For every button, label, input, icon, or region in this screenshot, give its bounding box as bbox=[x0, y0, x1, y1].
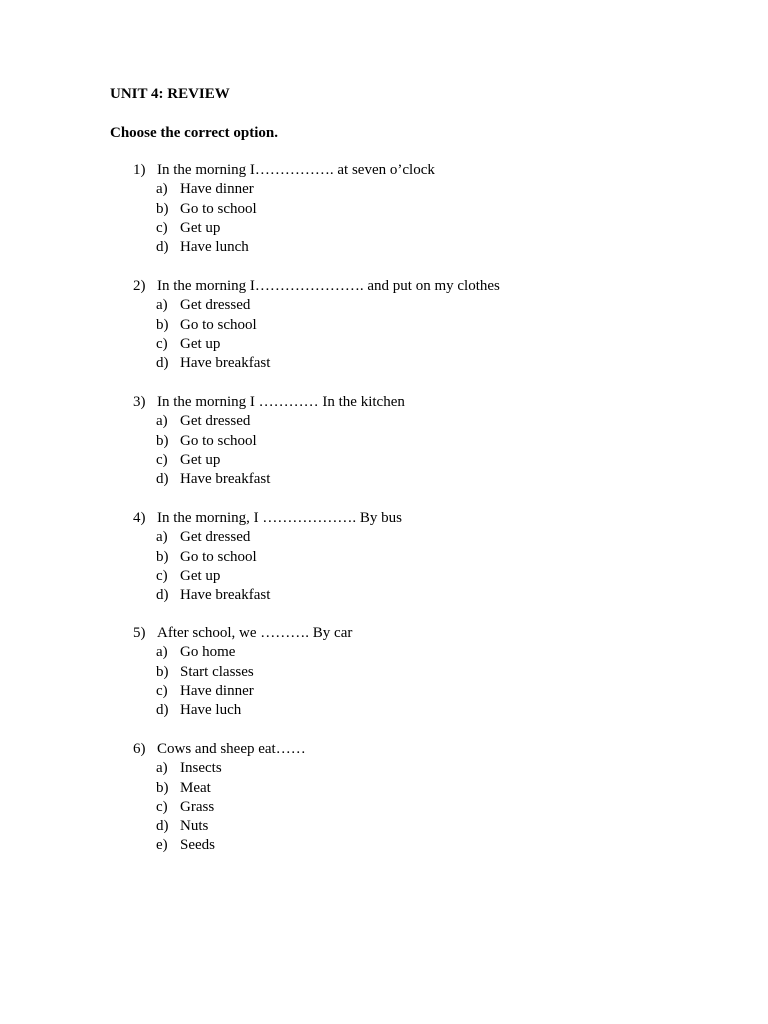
option-item bbox=[0, 219, 768, 238]
question-3 bbox=[0, 393, 768, 489]
option-letter: c) bbox=[156, 567, 168, 584]
question-6 bbox=[0, 740, 768, 856]
option-letter: b) bbox=[156, 200, 169, 217]
option-item bbox=[0, 200, 768, 219]
question-number: 1) bbox=[133, 162, 146, 178]
option-item bbox=[0, 528, 768, 547]
option-letter: c) bbox=[156, 682, 168, 699]
option-text: Get dressed bbox=[180, 297, 251, 314]
option-text: Have luch bbox=[180, 702, 242, 719]
option-text: Go to school bbox=[180, 432, 257, 449]
option-letter: b) bbox=[156, 663, 169, 680]
option-text: Start classes bbox=[180, 663, 254, 680]
instruction-text: Choose the correct option. bbox=[110, 125, 279, 141]
option-item bbox=[0, 663, 768, 682]
option-letter: d) bbox=[156, 471, 169, 488]
question-number: 6) bbox=[133, 741, 146, 757]
question-2 bbox=[0, 277, 768, 373]
option-item bbox=[0, 432, 768, 451]
option-text: Get up bbox=[180, 219, 221, 236]
option-letter: b) bbox=[156, 548, 169, 565]
option-item bbox=[0, 335, 768, 354]
option-text: Have lunch bbox=[180, 239, 249, 256]
question-text: After school, we ………. By car bbox=[157, 625, 353, 641]
option-text: Go to school bbox=[180, 200, 257, 217]
option-text: Grass bbox=[180, 798, 215, 815]
option-text: Go to school bbox=[180, 316, 257, 333]
option-letter: d) bbox=[156, 818, 169, 835]
option-letter: a) bbox=[156, 760, 168, 777]
question-text: In the morning I……………. at seven o’clock bbox=[157, 162, 435, 178]
option-letter: a) bbox=[156, 297, 168, 314]
option-item bbox=[0, 701, 768, 720]
question-text: In the morning I…………………. and put on my clothes bbox=[157, 278, 500, 294]
question-number: 2) bbox=[133, 278, 146, 294]
option-item bbox=[0, 180, 768, 199]
question-number: 4) bbox=[133, 510, 146, 526]
option-item bbox=[0, 779, 768, 798]
question-5 bbox=[0, 624, 768, 720]
option-letter: a) bbox=[156, 644, 168, 661]
option-item bbox=[0, 682, 768, 701]
option-text: Have dinner bbox=[180, 181, 254, 198]
option-letter: d) bbox=[156, 239, 169, 256]
option-letter: c) bbox=[156, 335, 168, 352]
option-text: Have breakfast bbox=[180, 355, 271, 372]
option-text: Meat bbox=[180, 779, 211, 796]
question-line bbox=[0, 509, 768, 528]
option-letter: b) bbox=[156, 316, 169, 333]
option-item bbox=[0, 567, 768, 586]
option-item bbox=[0, 316, 768, 335]
option-letter: d) bbox=[156, 355, 169, 372]
option-letter: a) bbox=[156, 181, 168, 198]
option-text: Insects bbox=[180, 760, 222, 777]
option-item bbox=[0, 296, 768, 315]
question-text: In the morning, I ………………. By bus bbox=[157, 510, 402, 526]
question-text: In the morning I ………… In the kitchen bbox=[157, 394, 405, 410]
option-item bbox=[0, 354, 768, 373]
option-letter: c) bbox=[156, 451, 168, 468]
option-text: Get dressed bbox=[180, 413, 251, 430]
option-letter: b) bbox=[156, 779, 169, 796]
option-letter: c) bbox=[156, 798, 168, 815]
option-item bbox=[0, 586, 768, 605]
option-text: Have dinner bbox=[180, 682, 254, 699]
question-text: Cows and sheep eat…… bbox=[157, 741, 306, 757]
question-1 bbox=[0, 161, 768, 257]
option-text: Get up bbox=[180, 335, 221, 352]
option-letter: a) bbox=[156, 413, 168, 430]
question-line bbox=[0, 740, 768, 759]
option-item bbox=[0, 470, 768, 489]
question-4 bbox=[0, 509, 768, 605]
option-item bbox=[0, 238, 768, 257]
question-number: 5) bbox=[133, 625, 146, 641]
option-letter: b) bbox=[156, 432, 169, 449]
unit-title: UNIT 4: REVIEW bbox=[110, 86, 230, 102]
option-item bbox=[0, 451, 768, 470]
option-letter: e) bbox=[156, 837, 168, 854]
option-item bbox=[0, 643, 768, 662]
option-text: Have breakfast bbox=[180, 587, 271, 604]
option-letter: d) bbox=[156, 587, 169, 604]
option-letter: c) bbox=[156, 219, 168, 236]
option-item bbox=[0, 548, 768, 567]
option-text: Go to school bbox=[180, 548, 257, 565]
option-text: Seeds bbox=[180, 837, 215, 854]
question-line bbox=[0, 393, 768, 412]
option-text: Go home bbox=[180, 644, 236, 661]
option-text: Get up bbox=[180, 567, 221, 584]
option-item bbox=[0, 759, 768, 778]
question-line bbox=[0, 624, 768, 643]
option-letter: a) bbox=[156, 529, 168, 546]
option-item bbox=[0, 798, 768, 817]
option-item bbox=[0, 412, 768, 431]
option-item bbox=[0, 836, 768, 855]
question-number: 3) bbox=[133, 394, 146, 410]
option-text: Nuts bbox=[180, 818, 209, 835]
option-text: Have breakfast bbox=[180, 471, 271, 488]
option-item bbox=[0, 817, 768, 836]
option-letter: d) bbox=[156, 702, 169, 719]
question-line bbox=[0, 277, 768, 296]
option-text: Get dressed bbox=[180, 529, 251, 546]
question-line bbox=[0, 161, 768, 180]
option-text: Get up bbox=[180, 451, 221, 468]
